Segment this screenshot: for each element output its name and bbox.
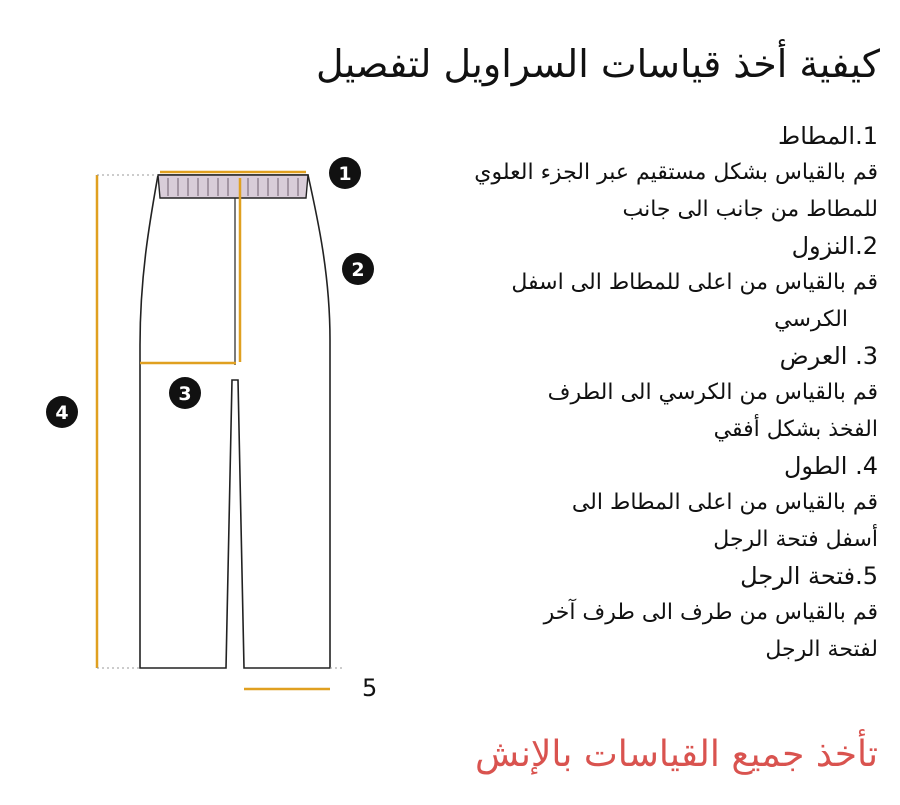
step-line: الكرسي xyxy=(774,307,848,332)
badge-3 xyxy=(169,377,201,409)
step-line: قم بالقياس بشكل مستقيم عبر الجزء العلوي xyxy=(474,160,878,185)
waistband xyxy=(158,175,308,198)
badge-4 xyxy=(46,396,78,428)
step-line: للمطاط من جانب الى جانب xyxy=(622,197,878,222)
step-heading: 1.المطاط xyxy=(778,122,878,150)
step-line: أسفل فتحة الرجل xyxy=(713,527,878,552)
step-line: الفخذ بشكل أفقي xyxy=(713,417,878,442)
badge-2 xyxy=(342,253,374,285)
step-3 xyxy=(408,338,878,448)
badge-1-label: 1 xyxy=(338,163,352,185)
badge-2-label: 2 xyxy=(351,259,365,281)
step-heading: 3. العرض xyxy=(779,342,878,370)
step-line: قم بالقياس من الكرسي الى الطرف xyxy=(547,380,878,405)
page-title: كيفية أخذ قياسات السراويل لتفصيل xyxy=(315,42,880,86)
step-line: لفتحة الرجل xyxy=(765,637,878,662)
step-2 xyxy=(408,228,878,338)
units-note: تأخذ جميع القياسات بالإنش xyxy=(474,734,878,775)
step-line: قم بالقياس من اعلى المطاط الى xyxy=(571,490,878,515)
step-heading: 5.فتحة الرجل xyxy=(740,562,878,590)
step-5 xyxy=(408,558,878,668)
badge-3-label: 3 xyxy=(178,383,192,405)
step-heading: 4. الطول xyxy=(783,452,878,480)
badge-1 xyxy=(329,157,361,189)
step-1 xyxy=(408,118,878,228)
badge-4-label: 4 xyxy=(55,402,69,424)
instructions-list xyxy=(408,118,878,668)
trousers-diagram xyxy=(0,0,420,805)
step-line: قم بالقياس من اعلى للمطاط الى اسفل xyxy=(511,270,878,295)
label-5: 5 xyxy=(362,674,378,702)
step-heading: 2.النزول xyxy=(791,232,878,260)
step-4 xyxy=(408,448,878,558)
step-line: قم بالقياس من طرف الى طرف آخر xyxy=(543,600,878,625)
